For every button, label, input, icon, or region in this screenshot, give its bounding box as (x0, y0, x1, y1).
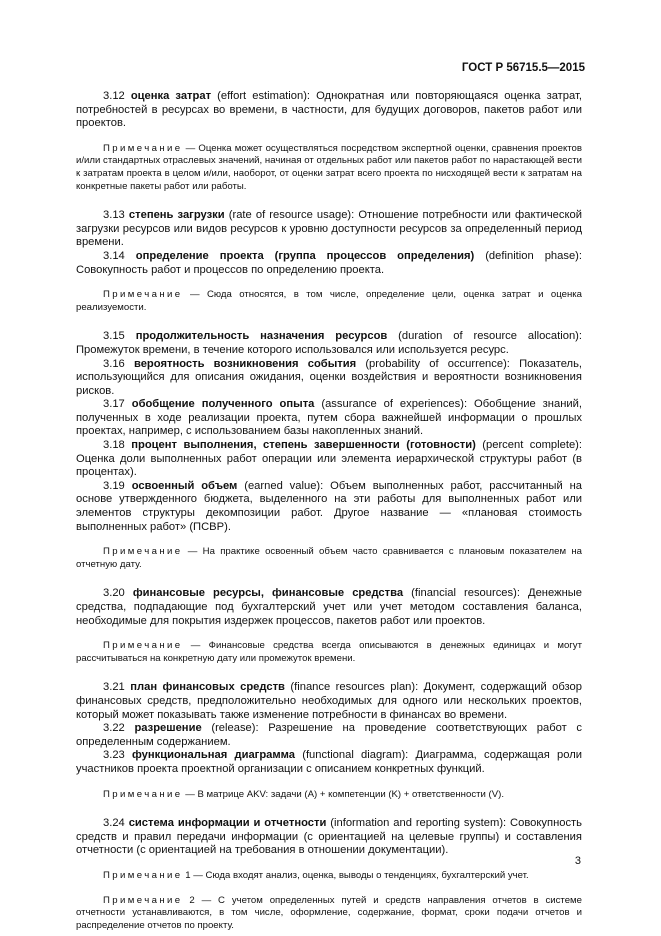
term-definition: (definition phase): Совокупность работ и процессов по определению проекта. (76, 249, 583, 276)
term-name: обобщение полученного опыта (131, 398, 315, 411)
term-number: 3.22 (103, 722, 125, 735)
note-label: Примечание (103, 640, 183, 652)
term-name: разрешение (134, 722, 202, 735)
note-text: — В матрице AKV: задачи (A) + компетенции (K) + ответственности (V). (182, 788, 504, 800)
term-name: освоенный объем (131, 479, 238, 492)
term-definition: (duration of resource allocation): Промежуток времени, в течение которого использовался или используется ресурс. (76, 330, 582, 356)
note-entry (76, 289, 582, 314)
term-name: функциональная диаграмма (131, 749, 296, 762)
note-entry (76, 789, 582, 802)
document-header: ГОСТ Р 56715.5—2015 (461, 62, 585, 74)
term-definition: (release): Разрешение на проведение соответствующих работ с определенным содержанием. (76, 722, 582, 748)
term-entry (76, 587, 582, 628)
note-entry (76, 870, 582, 883)
term-name: степень загрузки (128, 209, 225, 222)
note-label: Примечание (103, 869, 183, 881)
term-name: процент выполнения, степень завершенности (готовности) (131, 439, 476, 452)
term-number: 3.24 (103, 817, 125, 830)
note-label: Примечание (103, 546, 183, 558)
term-definition: (finance resources plan): Документ, содержащий обзор финансовых средств, предположительно необходимых для одного или нескольких проектов, который может показывать также изменение потребности в финансах во времени. (76, 681, 582, 721)
term-definition: (earned value): Объем выполненных работ, рассчитанный на основе утвержденного бюджета, выделенного на эти работы для выполненных работ или элементов структуры декомпозиции работ. Другое название — «плановая стоимость выполненных работ» (ПСВР). (76, 479, 582, 533)
term-entry (76, 398, 582, 439)
term-entry (76, 480, 582, 534)
term-number: 3.12 (103, 90, 125, 102)
note-entry (76, 546, 582, 571)
note-text: — Сюда относятся, в том числе, определение цели, оценка затрат и оценка реализуемости. (76, 289, 582, 313)
term-entry (76, 749, 582, 776)
term-definition: (rate of resource usage): Отношение потребности или фактической загрузки ресурсов или видов ресурсов к уровню доступности ресурсов за определенный период времени. (76, 209, 582, 249)
term-entry (76, 250, 582, 277)
note-entry (76, 143, 582, 193)
term-entry (76, 817, 582, 858)
page-number: 3 (574, 855, 581, 867)
document-body (76, 90, 582, 932)
term-entry (76, 358, 582, 399)
term-entry (76, 209, 582, 250)
note-number: 2 (182, 894, 195, 906)
term-number: 3.18 (103, 439, 125, 452)
term-name: система информации и отчетности (128, 817, 327, 830)
note-label: Примечание (103, 289, 183, 301)
note-text: — Финансовые средства всегда описываются в денежных единицах и могут рассчитываться на конкретную дату или промежуток времени. (76, 640, 582, 664)
note-text: — Сюда входят анализ, оценка, выводы о тенденциях, бухгалтерский учет. (190, 869, 529, 881)
term-number: 3.16 (103, 357, 125, 370)
term-name: продолжительность назначения ресурсов (135, 330, 388, 343)
term-number: 3.13 (103, 209, 125, 222)
note-label: Примечание (103, 142, 183, 154)
note-entry (76, 640, 582, 665)
note-text: — Оценка может осуществляться посредством экспертной оценки, сравнения проектов и/или стандартных отраслевых значений, начиная от отдельных работ или пакетов работ по нарастающей вести к затратам проекта в целом и/или, наоборот, от оценки затрат всего проекта по нисходящей вести к затратам на конкретные пакеты работ или работы. (76, 142, 582, 192)
term-entry (76, 722, 582, 749)
term-definition: (assurance of experiences): Обобщение знаний, полученных в ходе реализации проекта, путем сбора важнейшей информации о прошлых проектах, например, с использованием базы накопленных знаний. (76, 398, 582, 438)
term-definition: (functional diagram): Диаграмма, содержащая роли участников проекта проектной организации с описанием конкретных функций. (76, 749, 583, 775)
term-definition: (percent complete): Оценка доли выполненных работ операции или элемента иерархической структуры работ (в процентах). (76, 439, 582, 479)
term-entry (76, 330, 582, 357)
term-definition: (effort estimation): Однократная или повторяющаяся оценка затрат, потребностей в ресурсах во времени, в частности, для будущих договоров, пакетов работ или проектов. (76, 90, 582, 130)
note-label: Примечание (103, 894, 183, 906)
term-number: 3.14 (103, 249, 125, 262)
term-number: 3.23 (103, 749, 125, 762)
note-number: 1 (182, 869, 191, 881)
term-definition: (probability of occurrence): Показатель, использующийся для описания ожидания, оценки воздействия и вероятности возникновения рисков. (76, 357, 583, 397)
term-name: определение проекта (группа процессов определения) (135, 249, 475, 262)
term-name: финансовые ресурсы, финансовые средства (132, 587, 404, 600)
note-entry (76, 895, 582, 933)
term-name: оценка затрат (130, 90, 212, 102)
term-number: 3.21 (103, 681, 125, 694)
term-number: 3.15 (103, 330, 125, 343)
term-number: 3.19 (103, 479, 125, 492)
term-definition: (financial resources): Денежные средства, подпадающие под бухгалтерский учет или учет методом составления баланса, необходимые для покрытия издержек процессов, пакетов работ или проектов. (76, 587, 583, 627)
term-entry (76, 681, 582, 722)
note-label: Примечание (103, 788, 183, 800)
term-entry (76, 439, 582, 480)
term-name: план финансовых средств (130, 681, 285, 694)
term-number: 3.20 (103, 587, 125, 600)
note-text: — С учетом определенных путей и средств направления отчетов в системе отчетности устанавливаются, в том числе, оформление, содержание, формат, сроки подачи отчетов и распределение отчетов по проекту. (76, 894, 582, 931)
term-definition: (information and reporting system): Совокупность средств и правил передачи информации (с ориентацией на целевые группы) и составления отчетности (с ориентацией на требования в отношении документации). (76, 817, 583, 857)
term-entry (76, 90, 582, 131)
note-text: — На практике освоенный объем часто сравнивается с плановым показателем на отчетную дату. (76, 546, 582, 570)
term-number: 3.17 (103, 398, 125, 411)
term-name: вероятность возникновения события (133, 357, 357, 370)
